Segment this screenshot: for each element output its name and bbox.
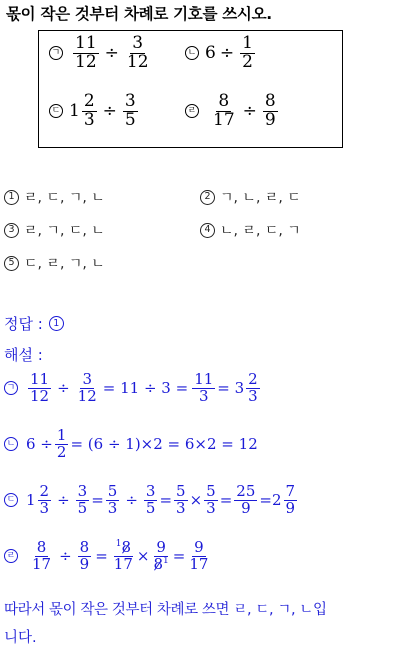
solution-b: ㄴ 6 ÷ $\frac{1}{2}$ = (6 ÷ 1)×2 = 6×2 = 12	[4, 428, 258, 461]
whole-number: 6	[205, 43, 216, 64]
circle-mark-a: ㄱ	[49, 46, 63, 60]
choice-text: ㄷ, ㄹ, ㄱ, ㄴ	[24, 256, 105, 272]
divide-sign: ÷	[219, 43, 235, 64]
circle-mark-d: ㄹ	[185, 104, 199, 118]
solution-d: ㄹ $\frac{8}{17}$ ÷ $\frac{8}{9}$ = $\frac{^18}{17}$ × $\frac{9}{8^1}$ = $\frac{9}{17}$	[4, 540, 212, 573]
problem-a	[49, 35, 153, 72]
problem-c	[49, 93, 140, 130]
choice-number: 5	[4, 256, 19, 271]
answer-value: 1	[49, 316, 64, 331]
choice-4[interactable]	[200, 220, 301, 240]
fraction: $\frac{1}{2}$	[242, 33, 253, 72]
solution-c: ㄷ 1 $\frac{2}{3}$ ÷ $\frac{3}{5}$ = $\frac{5}{3}$ ÷ $\frac{3}{5}$ = $\frac{5}{3}$ × $\frac{5}{3}$ = $\frac{25}{9}$ = 2 $\frac{7}{9}$	[4, 484, 299, 517]
solution-a: ㄱ $\frac{11}{12}$ ÷ $\frac{3}{12}$ = 11 ÷ 3 = $\frac{11}{3}$ = 3 $\frac{2}{3}$	[4, 372, 262, 405]
circle-mark-c: ㄷ	[49, 104, 63, 118]
divide-sign: ÷	[102, 101, 117, 122]
choice-3[interactable]	[4, 220, 105, 240]
circle-mark-b: ㄴ	[185, 46, 199, 60]
circle-mark-a: ㄱ	[4, 381, 18, 395]
choice-1[interactable]	[4, 187, 105, 207]
answer-label: 정답 :	[4, 315, 43, 333]
choice-number: 4	[200, 223, 215, 238]
divide-sign: ÷	[104, 43, 119, 64]
question-text: 몫이 작은 것부터 차례로 기호를 쓰시오.	[6, 5, 272, 23]
conclusion-line-2: 니다.	[4, 630, 37, 646]
choice-number: 1	[4, 190, 19, 205]
divide-sign: ÷	[242, 101, 257, 122]
choice-5[interactable]	[4, 253, 105, 273]
explanation-label: 해설 :	[4, 346, 43, 364]
fraction: $\frac{8}{9}$	[264, 91, 276, 130]
circle-mark-c: ㄷ	[4, 493, 18, 507]
fraction: $\frac{8}{17}$	[213, 91, 235, 130]
problem-box	[38, 30, 343, 148]
mixed-whole: 1	[69, 101, 80, 122]
choice-text: ㄹ, ㄱ, ㄷ, ㄴ	[24, 223, 105, 239]
fraction: $\frac{3}{12}$	[126, 33, 149, 72]
circle-mark-b: ㄴ	[4, 437, 18, 451]
fraction: $\frac{3}{5}$	[124, 91, 136, 130]
answer-line	[4, 313, 64, 334]
conclusion-line-1: 따라서 몫이 작은 것부터 차례로 쓰면 ㄹ, ㄷ, ㄱ, ㄴ입	[4, 602, 327, 618]
choice-text: ㄹ, ㄷ, ㄱ, ㄴ	[24, 190, 105, 206]
circle-mark-d: ㄹ	[4, 549, 18, 563]
choice-text: ㄴ, ㄹ, ㄷ, ㄱ	[220, 223, 301, 239]
problem-b	[185, 35, 257, 72]
problem-d	[185, 93, 280, 130]
choice-text: ㄱ, ㄴ, ㄹ, ㄷ	[220, 190, 301, 206]
fraction: $\frac{11}{12}$	[75, 33, 97, 72]
choice-number: 3	[4, 223, 19, 238]
choice-number: 2	[200, 190, 215, 205]
choice-2[interactable]	[200, 187, 301, 207]
fraction: $\frac{2}{3}$	[83, 91, 95, 130]
